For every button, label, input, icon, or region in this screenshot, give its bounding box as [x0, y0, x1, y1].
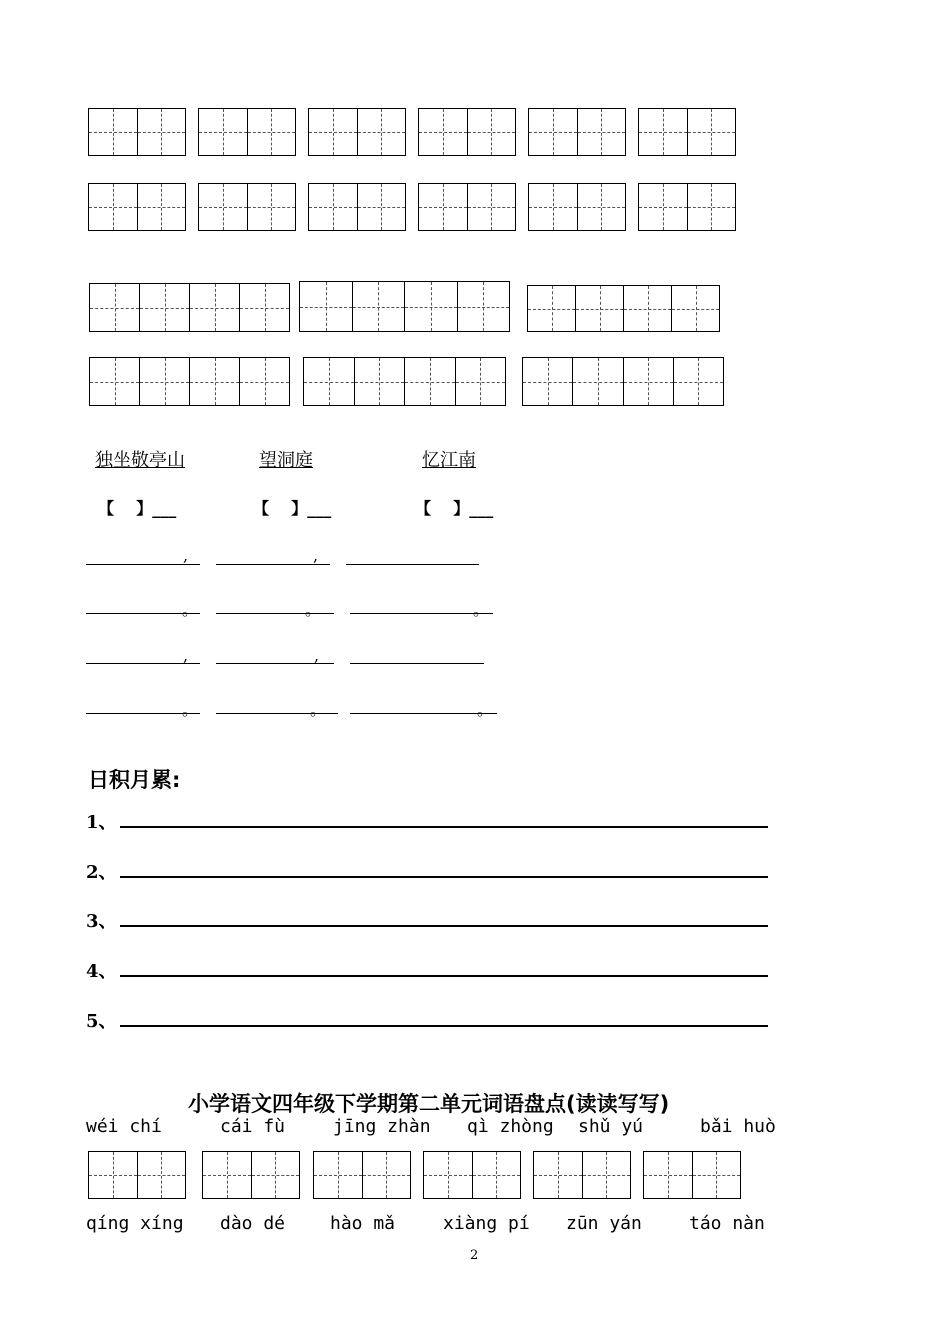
answer-line[interactable] — [120, 876, 768, 878]
writing-grid[interactable] — [528, 183, 626, 231]
writing-grid[interactable] — [89, 357, 290, 406]
poem-title: 独坐敬亭山 — [95, 450, 185, 471]
pinyin-word: xiàng pí — [443, 1213, 530, 1234]
pinyin-word: táo nàn — [689, 1213, 765, 1234]
punctuation: , — [314, 646, 320, 665]
writing-grid[interactable] — [522, 357, 724, 406]
author-bracket[interactable]: 【 】___ — [415, 499, 494, 518]
writing-grid[interactable] — [202, 1151, 300, 1199]
pinyin-word: hào mǎ — [330, 1213, 396, 1234]
item-number: 1、 — [86, 812, 117, 833]
pinyin-word: bǎi huò — [700, 1116, 776, 1137]
author-bracket[interactable]: 【 】___ — [98, 499, 177, 518]
punctuation: 。 — [305, 600, 322, 619]
punctuation: , — [313, 546, 319, 565]
fill-line[interactable] — [350, 663, 484, 664]
writing-grid[interactable] — [88, 1151, 186, 1199]
punctuation: 。 — [473, 600, 490, 619]
writing-grid[interactable] — [308, 108, 406, 156]
pinyin-word: dào dé — [220, 1213, 286, 1234]
answer-line[interactable] — [120, 975, 768, 977]
writing-grid[interactable] — [303, 357, 506, 406]
writing-grid[interactable] — [308, 183, 406, 231]
answer-line[interactable] — [120, 1025, 768, 1027]
punctuation: 。 — [182, 700, 199, 719]
writing-grid[interactable] — [638, 183, 736, 231]
fill-line[interactable] — [350, 713, 497, 714]
item-number: 5、 — [86, 1011, 117, 1032]
punctuation: 。 — [310, 700, 327, 719]
writing-grid[interactable] — [638, 108, 736, 156]
writing-grid[interactable] — [313, 1151, 411, 1199]
pinyin-word: shǔ yú — [578, 1116, 644, 1137]
punctuation: , — [183, 646, 189, 665]
author-bracket[interactable]: 【 】___ — [253, 499, 332, 518]
pinyin-word: qíng xíng — [86, 1213, 184, 1234]
fill-line[interactable] — [350, 613, 493, 614]
pinyin-word: jīng zhàn — [333, 1116, 431, 1137]
punctuation: 。 — [477, 700, 494, 719]
poem-title: 忆江南 — [422, 450, 476, 471]
punctuation: 。 — [182, 600, 199, 619]
section-title: 小学语文四年级下学期第二单元词语盘点(读读写写) — [188, 1092, 670, 1116]
pinyin-word: zūn yán — [566, 1213, 642, 1234]
writing-grid[interactable] — [643, 1151, 741, 1199]
writing-grid[interactable] — [418, 108, 516, 156]
writing-grid[interactable] — [89, 283, 290, 332]
pinyin-word: cái fù — [220, 1116, 286, 1137]
writing-grid[interactable] — [299, 281, 510, 332]
pinyin-word: qì zhòng — [467, 1116, 554, 1137]
writing-grid[interactable] — [418, 183, 516, 231]
writing-grid[interactable] — [198, 108, 296, 156]
fill-line[interactable] — [346, 564, 479, 565]
answer-line[interactable] — [120, 925, 768, 927]
punctuation: , — [183, 546, 189, 565]
writing-grid[interactable] — [528, 108, 626, 156]
writing-grid[interactable] — [533, 1151, 631, 1199]
item-number: 4、 — [86, 961, 117, 982]
writing-grid[interactable] — [527, 285, 720, 332]
writing-grid[interactable] — [88, 183, 186, 231]
answer-line[interactable] — [120, 826, 768, 828]
poem-title: 望洞庭 — [259, 450, 313, 471]
pinyin-word: wéi chí — [86, 1116, 162, 1137]
writing-grid[interactable] — [198, 183, 296, 231]
page-number: 2 — [470, 1248, 479, 1263]
writing-grid[interactable] — [88, 108, 186, 156]
accumulation-heading: 日积月累: — [88, 768, 181, 792]
writing-grid[interactable] — [423, 1151, 521, 1199]
item-number: 3、 — [86, 911, 117, 932]
item-number: 2、 — [86, 862, 117, 883]
